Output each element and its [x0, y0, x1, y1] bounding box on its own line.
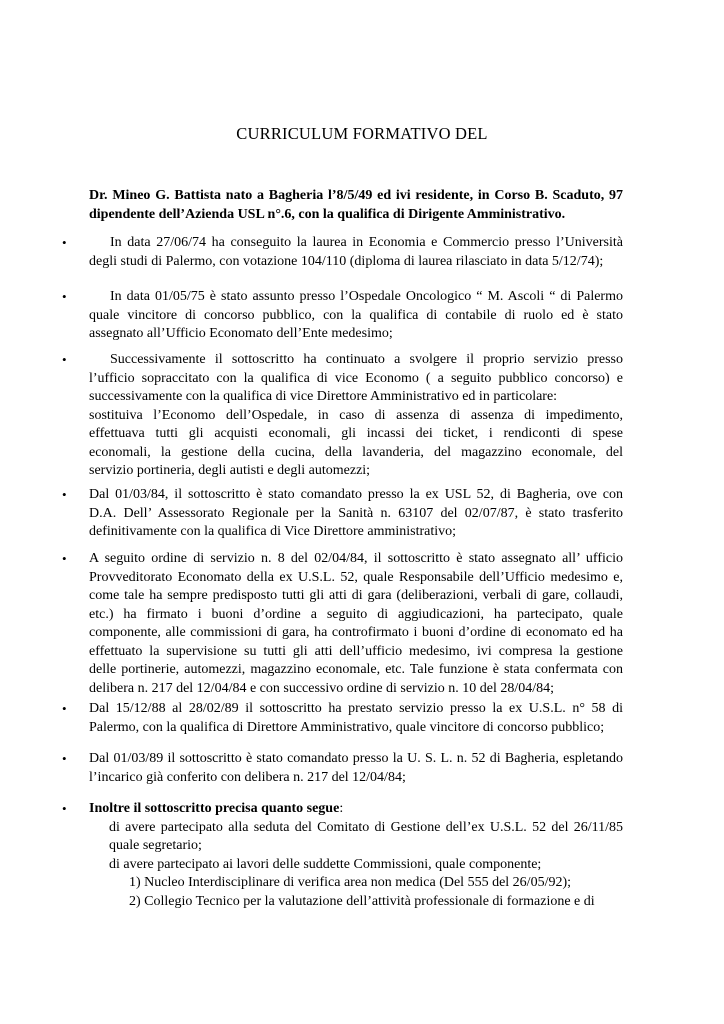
item-heading-bold: Inoltre il sottoscritto precisa quanto segue — [89, 801, 340, 816]
list-item — [62, 700, 623, 737]
intro-paragraph — [89, 186, 623, 224]
item-line: effettuava tutti gli acquisti economali, gli incassi dei ticket, i rendiconti di spese — [89, 426, 623, 441]
bullet-icon: • — [62, 551, 67, 566]
item-line: sostituiva l’Economo dell’Ospedale, in caso di assenza di assenza di impedimento, — [89, 407, 623, 423]
item-line: assegnato all’Ufficio Economato dell’Ente medesimo; — [89, 326, 393, 341]
bullet-icon: • — [62, 701, 67, 716]
item-line: servizio portineria, degli autisti e degli automezzi; — [89, 463, 371, 478]
numbered-item — [89, 874, 623, 893]
item-line: Dal 01/03/89 il sottoscritto è stato comandato presso la U. S. L. n. 52 di Bagheria, espletando — [89, 751, 623, 766]
list-item — [62, 234, 623, 271]
list-item — [62, 288, 623, 344]
list-item — [62, 486, 623, 542]
item-line: effettuato la supervisione su tutti gli atti dell’ufficio medesimo, ivi compresa la gestione — [89, 643, 623, 659]
item-line: delibera n. 217 del 12/04/84 e con successivo ordine di servizio n. 10 del 28/04/84; — [89, 680, 555, 696]
sub-paragraph — [89, 856, 623, 875]
bullet-icon: • — [62, 487, 67, 502]
item-line: Dal 15/12/88 al 28/02/89 il sottoscritto ha prestato servizio presso la ex U.S.L. n° 58 di — [89, 701, 623, 716]
item-line: In data 27/06/74 ha conseguito la laurea in Economia e Commercio presso l’Università — [110, 235, 623, 250]
numbered-item-text: Collegio Tecnico per la valutazione dell’attività professionale di formazione e di — [144, 893, 595, 909]
bullet-icon: • — [62, 801, 67, 816]
item-line: componente, alle commissioni di gara, ha controfirmato i buoni d’ordine di economato ed ha — [89, 625, 623, 640]
item-line: come tale ha sempre predisposto tutti gli atti di gara (deliberazioni, verbali di gare, collaudi, — [89, 588, 623, 603]
numbered-item — [89, 893, 623, 912]
bullet-icon: • — [62, 289, 67, 304]
sub-line: di avere partecipato alla seduta del Comitato di Gestione dell’ex U.S.L. 52 del 26/11/85 — [109, 819, 623, 835]
item-line: quale vincitore di concorso pubblico, con la qualifica di contabile di ruolo ed è stato — [89, 307, 623, 323]
numbered-item-number: 1) — [129, 875, 141, 890]
item-line: A seguito ordine di servizio n. 8 del 02/04/84, il sottoscritto è stato assegnato all’ ufficio — [89, 551, 623, 566]
item-line: Provveditorato Economato della ex U.S.L. 52, quale Responsabile dell’Ufficio medesimo e, — [89, 569, 623, 585]
page-title: CURRICULUM FORMATIVO DEL — [236, 124, 488, 143]
item-line: Dal 01/03/84, il sottoscritto è stato comandato presso la ex USL 52, di Bagheria, ove con — [89, 487, 623, 502]
item-line: l’ufficio sopraccitato con la qualifica di vice Economo ( a seguito pubblico concorso) e — [89, 370, 623, 386]
bullet-icon: • — [62, 751, 67, 766]
sub-paragraph — [89, 819, 623, 856]
item-line: Palermo, con la qualifica di Direttore Amministrativo, quale vincitore di concorso pubblico; — [89, 719, 605, 735]
numbered-item-number: 2) — [129, 893, 141, 909]
item-line: economali, la gestione della cucina, della lavanderia, del magazzino economale, del — [89, 444, 623, 460]
item-line: degli studi di Palermo, con votazione 104/110 (diploma di laurea rilasciato in data 5/12/74); — [89, 253, 604, 269]
item-line: delle portinerie, automezzi, magazzino economale, etc. Tale funzione è stata confermata con — [89, 662, 623, 677]
list-item — [62, 550, 623, 698]
intro-line-2: dipendente dell’Azienda USL n°.6, con la qualifica di Dirigente Amministrativo. — [89, 207, 566, 222]
item-line: Successivamente il sottoscritto ha continuato a svolgere il proprio servizio presso — [110, 352, 623, 367]
list-item — [62, 750, 623, 787]
item-line: successivamente con la qualifica di vice Direttore Amministrativo ed in particolare: — [89, 389, 558, 404]
item-heading — [89, 800, 623, 819]
item-line: etc.) ha firmato i buoni d’ordine a seguito di aggiudicazioni, ha partecipato, quale — [89, 606, 623, 622]
item-line: definitivamente con la qualifica di Vice Direttore amministrativo; — [89, 524, 457, 539]
numbered-item-text: Nucleo Interdisciplinare di verifica area non medica (Del 555 del 26/05/92); — [144, 875, 572, 890]
item-line: l’incarico già conferito con delibera n. 217 del 12/04/84; — [89, 769, 406, 785]
sub-line: di avere partecipato ai lavori delle suddette Commissioni, quale componente; — [109, 856, 542, 872]
list-item — [62, 351, 623, 481]
bullet-icon: • — [62, 235, 67, 250]
item-line: D.A. Dell’ Assessorato Regionale per la Sanità n. 63107 del 02/07/87, è stato trasferito — [89, 505, 623, 521]
list-item — [62, 800, 623, 911]
bullet-icon: • — [62, 352, 67, 367]
item-heading-colon: : — [339, 801, 344, 816]
item-line: In data 01/05/75 è stato assunto presso l’Ospedale Oncologico “ M. Ascoli “ di Palermo — [110, 289, 623, 304]
sub-line: quale segretario; — [109, 838, 202, 853]
intro-line-1: Dr. Mineo G. Battista nato a Bagheria l’8/5/49 ed ivi residente, in Corso B. Scaduto, 97 — [89, 188, 623, 203]
